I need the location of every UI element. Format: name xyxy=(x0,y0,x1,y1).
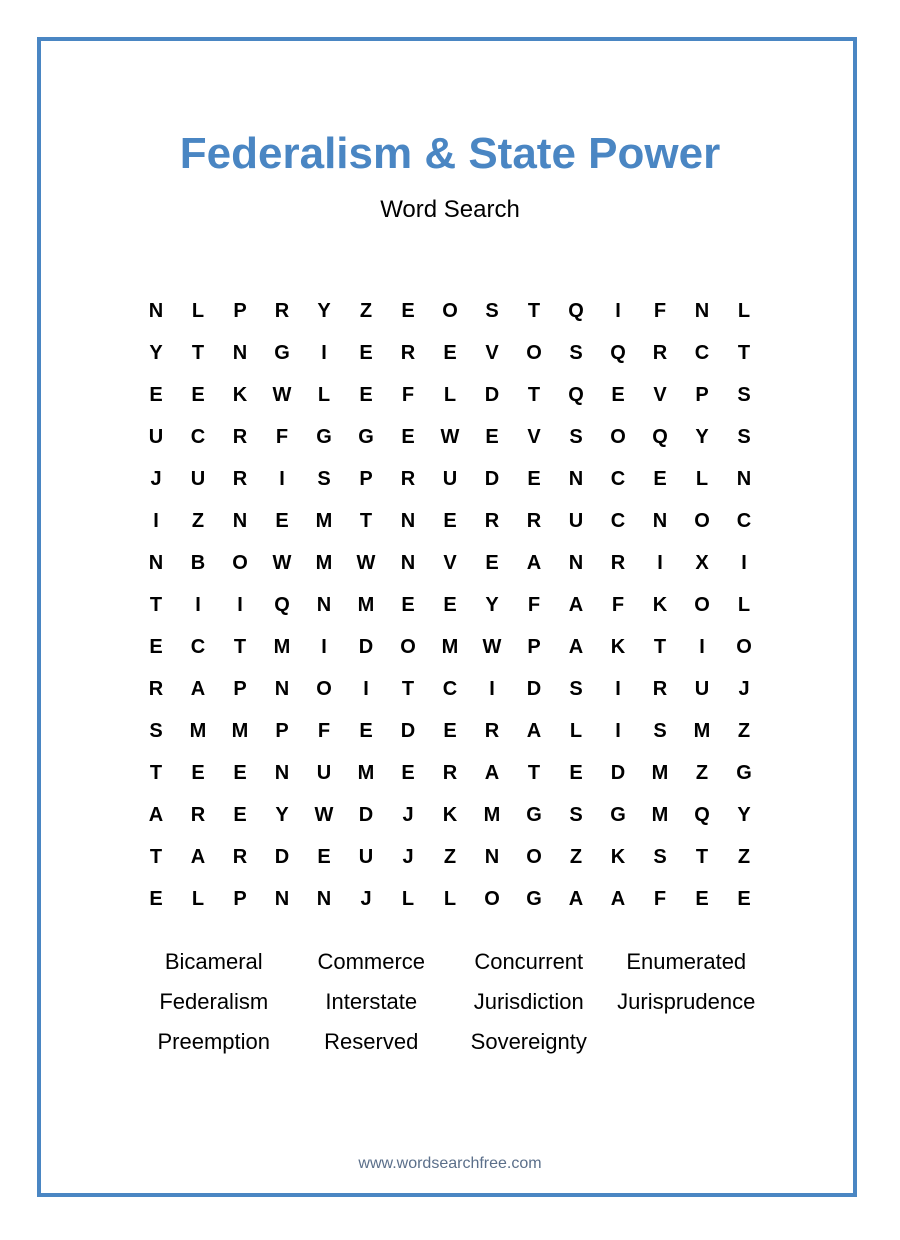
grid-letter: A xyxy=(190,677,206,700)
grid-letter: Q xyxy=(568,299,584,322)
grid-letter: V xyxy=(485,341,499,364)
grid-letter: E xyxy=(611,383,625,406)
grid-letter: Y xyxy=(275,803,289,826)
grid-letter: Z xyxy=(191,509,205,532)
grid-letter: N xyxy=(274,761,290,784)
grid-letter: P xyxy=(359,467,373,490)
grid-letter: T xyxy=(401,677,415,700)
grid-letter: G xyxy=(358,425,374,448)
grid-letter: T xyxy=(527,383,541,406)
grid-letter: A xyxy=(568,593,584,616)
grid-letter: G xyxy=(610,803,626,826)
grid-letter: R xyxy=(652,341,668,364)
grid-letter: S xyxy=(653,845,667,868)
grid-letter: E xyxy=(485,551,499,574)
grid-letter: R xyxy=(190,803,206,826)
grid-letter: S xyxy=(653,719,667,742)
grid-letter: B xyxy=(190,551,206,574)
grid-letter: D xyxy=(274,845,290,868)
grid-letter: R xyxy=(484,719,500,742)
grid-letter: E xyxy=(443,593,457,616)
grid-letter: N xyxy=(316,593,332,616)
grid-letter: N xyxy=(274,887,290,910)
grid-letter: S xyxy=(569,341,583,364)
grid-letter: F xyxy=(527,593,541,616)
grid-letter: L xyxy=(695,467,709,490)
grid-letter: E xyxy=(443,719,457,742)
grid-letter: F xyxy=(653,887,667,910)
grid-letter: M xyxy=(651,803,669,826)
grid-letter: R xyxy=(610,551,626,574)
grid-letter: C xyxy=(610,509,626,532)
grid-letter: A xyxy=(568,887,584,910)
grid-letter: R xyxy=(652,677,668,700)
page-subtitle: Word Search xyxy=(380,196,520,223)
grid-letter: O xyxy=(484,887,500,910)
grid-letter: J xyxy=(402,803,414,826)
grid-letter: E xyxy=(191,383,205,406)
grid-letter: X xyxy=(695,551,709,574)
grid-letter: U xyxy=(148,425,164,448)
grid-letter: T xyxy=(149,845,163,868)
grid-letter: N xyxy=(316,887,332,910)
grid-letter: I xyxy=(615,299,621,322)
grid-letter: W xyxy=(314,803,334,826)
grid-letter: L xyxy=(737,593,751,616)
grid-letter: A xyxy=(484,761,500,784)
grid-letter: Q xyxy=(652,425,668,448)
grid-letter: K xyxy=(442,803,458,826)
grid-letter: Z xyxy=(569,845,583,868)
grid-letter: I xyxy=(153,509,159,532)
grid-letter: T xyxy=(149,593,163,616)
grid-letter: O xyxy=(316,677,332,700)
grid-letter: C xyxy=(610,467,626,490)
grid-letter: I xyxy=(363,677,369,700)
grid-letter: N xyxy=(274,677,290,700)
grid-letter: U xyxy=(190,467,206,490)
grid-letter: U xyxy=(694,677,710,700)
grid-letter: V xyxy=(443,551,457,574)
grid-letter: T xyxy=(695,845,709,868)
grid-letter: D xyxy=(526,677,542,700)
grid-letter: E xyxy=(233,803,247,826)
grid-letter: P xyxy=(527,635,541,658)
grid-letter: E xyxy=(359,341,373,364)
grid-letter: M xyxy=(441,635,459,658)
word-list-item: Sovereignty xyxy=(470,1029,587,1054)
grid-letter: N xyxy=(568,551,584,574)
grid-letter: I xyxy=(279,467,285,490)
grid-letter: F xyxy=(401,383,415,406)
grid-letter: O xyxy=(526,341,542,364)
grid-letter: U xyxy=(358,845,374,868)
grid-letter: I xyxy=(615,719,621,742)
grid-letter: R xyxy=(400,341,416,364)
grid-letter: N xyxy=(232,341,248,364)
grid-letter: M xyxy=(273,635,291,658)
grid-letter: Y xyxy=(149,341,163,364)
grid-letter: N xyxy=(652,509,668,532)
grid-letter: S xyxy=(485,299,499,322)
grid-letter: I xyxy=(321,341,327,364)
grid-letter: Y xyxy=(737,803,751,826)
page-title: Federalism & State Power xyxy=(179,129,721,178)
grid-letter: L xyxy=(569,719,583,742)
grid-letter: E xyxy=(695,887,709,910)
grid-letter: O xyxy=(526,845,542,868)
grid-letter: Z xyxy=(695,761,709,784)
grid-letter: D xyxy=(484,383,500,406)
grid-letter: K xyxy=(610,635,626,658)
grid-letter: N xyxy=(232,509,248,532)
grid-letter: W xyxy=(482,635,502,658)
word-list-item: Federalism xyxy=(159,989,269,1014)
grid-letter: M xyxy=(315,551,333,574)
grid-letter: O xyxy=(610,425,626,448)
grid-letter: A xyxy=(610,887,626,910)
grid-letter: K xyxy=(610,845,626,868)
grid-letter: M xyxy=(189,719,207,742)
grid-letter: W xyxy=(272,383,292,406)
grid-letter: M xyxy=(651,761,669,784)
grid-letter: Z xyxy=(359,299,373,322)
grid-letter: L xyxy=(443,383,457,406)
grid-letter: T xyxy=(653,635,667,658)
grid-letter: Q xyxy=(610,341,626,364)
grid-letter: R xyxy=(526,509,542,532)
word-list-item: Jurisprudence xyxy=(617,989,756,1014)
word-list-item: Interstate xyxy=(325,989,418,1014)
grid-letter: O xyxy=(694,509,710,532)
grid-letter: Y xyxy=(695,425,709,448)
grid-letter: E xyxy=(401,425,415,448)
grid-letter: T xyxy=(527,299,541,322)
grid-letter: M xyxy=(315,509,333,532)
grid-letter: E xyxy=(275,509,289,532)
word-list-item: Preemption xyxy=(157,1029,270,1054)
grid-letter: E xyxy=(443,509,457,532)
grid-letter: E xyxy=(149,383,163,406)
grid-letter: E xyxy=(527,467,541,490)
grid-letter: W xyxy=(440,425,460,448)
grid-letter: G xyxy=(736,761,752,784)
grid-letter: F xyxy=(611,593,625,616)
grid-letter: N xyxy=(694,299,710,322)
grid-letter: E xyxy=(401,761,415,784)
grid-letter: P xyxy=(233,677,247,700)
grid-letter: E xyxy=(737,887,751,910)
grid-letter: J xyxy=(150,467,162,490)
grid-letter: Z xyxy=(737,719,751,742)
grid-letter: M xyxy=(357,761,375,784)
grid-letter: K xyxy=(232,383,248,406)
grid-letter: E xyxy=(191,761,205,784)
grid-letter: M xyxy=(357,593,375,616)
grid-letter: I xyxy=(699,635,705,658)
grid-letter: Q xyxy=(694,803,710,826)
grid-letter: F xyxy=(653,299,667,322)
grid-letter: P xyxy=(695,383,709,406)
grid-letter: S xyxy=(569,425,583,448)
grid-letter: R xyxy=(400,467,416,490)
grid-letter: G xyxy=(526,887,542,910)
grid-letter: R xyxy=(232,425,248,448)
grid-letter: O xyxy=(232,551,248,574)
word-list-item: Enumerated xyxy=(626,949,747,974)
grid-letter: M xyxy=(693,719,711,742)
grid-letter: E xyxy=(653,467,667,490)
grid-letter: V xyxy=(527,425,541,448)
grid-letter: U xyxy=(568,509,584,532)
grid-letter: D xyxy=(610,761,626,784)
grid-letter: S xyxy=(317,467,331,490)
grid-letter: N xyxy=(400,551,416,574)
grid-letter: R xyxy=(232,845,248,868)
grid-letter: D xyxy=(484,467,500,490)
grid-letter: E xyxy=(359,383,373,406)
word-list-item: Jurisdiction xyxy=(473,989,584,1014)
footer-url[interactable]: www.wordsearchfree.com xyxy=(358,1155,542,1172)
grid-letter: W xyxy=(272,551,292,574)
grid-letter: S xyxy=(569,803,583,826)
grid-letter: G xyxy=(526,803,542,826)
grid-letter: N xyxy=(400,509,416,532)
grid-letter: C xyxy=(736,509,752,532)
grid-letter: T xyxy=(233,635,247,658)
grid-letter: I xyxy=(741,551,747,574)
grid-letter: Z xyxy=(737,845,751,868)
grid-letter: P xyxy=(233,299,247,322)
grid-letter: E xyxy=(569,761,583,784)
grid-letter: F xyxy=(317,719,331,742)
grid-letter: M xyxy=(231,719,249,742)
grid-letter: T xyxy=(149,761,163,784)
grid-letter: I xyxy=(489,677,495,700)
grid-letter: L xyxy=(317,383,331,406)
grid-letter: Y xyxy=(317,299,331,322)
grid-letter: Y xyxy=(485,593,499,616)
letter-grid xyxy=(135,290,765,920)
grid-letter: R xyxy=(442,761,458,784)
grid-letter: E xyxy=(359,719,373,742)
word-list-item: Reserved xyxy=(324,1029,419,1054)
grid-letter: L xyxy=(401,887,415,910)
grid-letter: C xyxy=(442,677,458,700)
grid-letter: I xyxy=(195,593,201,616)
grid-letter: J xyxy=(738,677,750,700)
grid-letter: Q xyxy=(568,383,584,406)
grid-letter: A xyxy=(526,719,542,742)
grid-letter: L xyxy=(737,299,751,322)
grid-letter: D xyxy=(358,803,374,826)
grid-letter: L xyxy=(191,299,205,322)
grid-letter: S xyxy=(149,719,163,742)
grid-letter: P xyxy=(275,719,289,742)
grid-letter: A xyxy=(568,635,584,658)
grid-letter: O xyxy=(400,635,416,658)
grid-letter: E xyxy=(401,593,415,616)
grid-letter: N xyxy=(484,845,500,868)
grid-letter: O xyxy=(736,635,752,658)
grid-letter: T xyxy=(527,761,541,784)
grid-letter: S xyxy=(737,383,751,406)
grid-letter: N xyxy=(148,299,164,322)
grid-letter: S xyxy=(737,425,751,448)
word-list-item: Bicameral xyxy=(164,949,263,974)
grid-letter: K xyxy=(652,593,668,616)
grid-letter: D xyxy=(358,635,374,658)
grid-letter: Q xyxy=(274,593,290,616)
grid-letter: U xyxy=(442,467,458,490)
grid-letter: N xyxy=(736,467,752,490)
grid-letter: N xyxy=(148,551,164,574)
grid-letter: E xyxy=(317,845,331,868)
grid-letter: C xyxy=(694,341,710,364)
grid-letter: U xyxy=(316,761,332,784)
grid-letter: T xyxy=(737,341,751,364)
grid-letter: R xyxy=(484,509,500,532)
grid-letter: A xyxy=(526,551,542,574)
grid-letter: J xyxy=(402,845,414,868)
word-list-item: Commerce xyxy=(317,949,426,974)
word-list xyxy=(135,942,765,1062)
grid-letter: T xyxy=(359,509,373,532)
grid-letter: M xyxy=(483,803,501,826)
grid-letter: E xyxy=(401,299,415,322)
grid-letter: O xyxy=(442,299,458,322)
grid-letter: A xyxy=(190,845,206,868)
grid-letter: P xyxy=(233,887,247,910)
grid-letter: E xyxy=(443,341,457,364)
grid-letter: R xyxy=(274,299,290,322)
grid-letter: C xyxy=(190,425,206,448)
grid-letter: L xyxy=(443,887,457,910)
grid-letter: I xyxy=(321,635,327,658)
grid-letter: S xyxy=(569,677,583,700)
grid-letter: I xyxy=(237,593,243,616)
grid-letter: T xyxy=(191,341,205,364)
grid-letter: G xyxy=(316,425,332,448)
grid-letter: G xyxy=(274,341,290,364)
grid-letter: L xyxy=(191,887,205,910)
grid-letter: N xyxy=(568,467,584,490)
grid-letter: R xyxy=(232,467,248,490)
grid-letter: E xyxy=(485,425,499,448)
grid-letter: C xyxy=(190,635,206,658)
grid-letter: E xyxy=(233,761,247,784)
grid-letter: I xyxy=(657,551,663,574)
grid-letter: I xyxy=(615,677,621,700)
grid-letter: E xyxy=(149,887,163,910)
word-list-item: Concurrent xyxy=(474,949,584,974)
grid-letter: R xyxy=(148,677,164,700)
grid-letter: V xyxy=(653,383,667,406)
grid-letter: A xyxy=(148,803,164,826)
grid-letter: J xyxy=(360,887,372,910)
grid-letter: W xyxy=(356,551,376,574)
grid-letter: E xyxy=(149,635,163,658)
grid-letter: O xyxy=(694,593,710,616)
grid-letter: F xyxy=(275,425,289,448)
grid-letter: Z xyxy=(443,845,457,868)
grid-letter: D xyxy=(400,719,416,742)
